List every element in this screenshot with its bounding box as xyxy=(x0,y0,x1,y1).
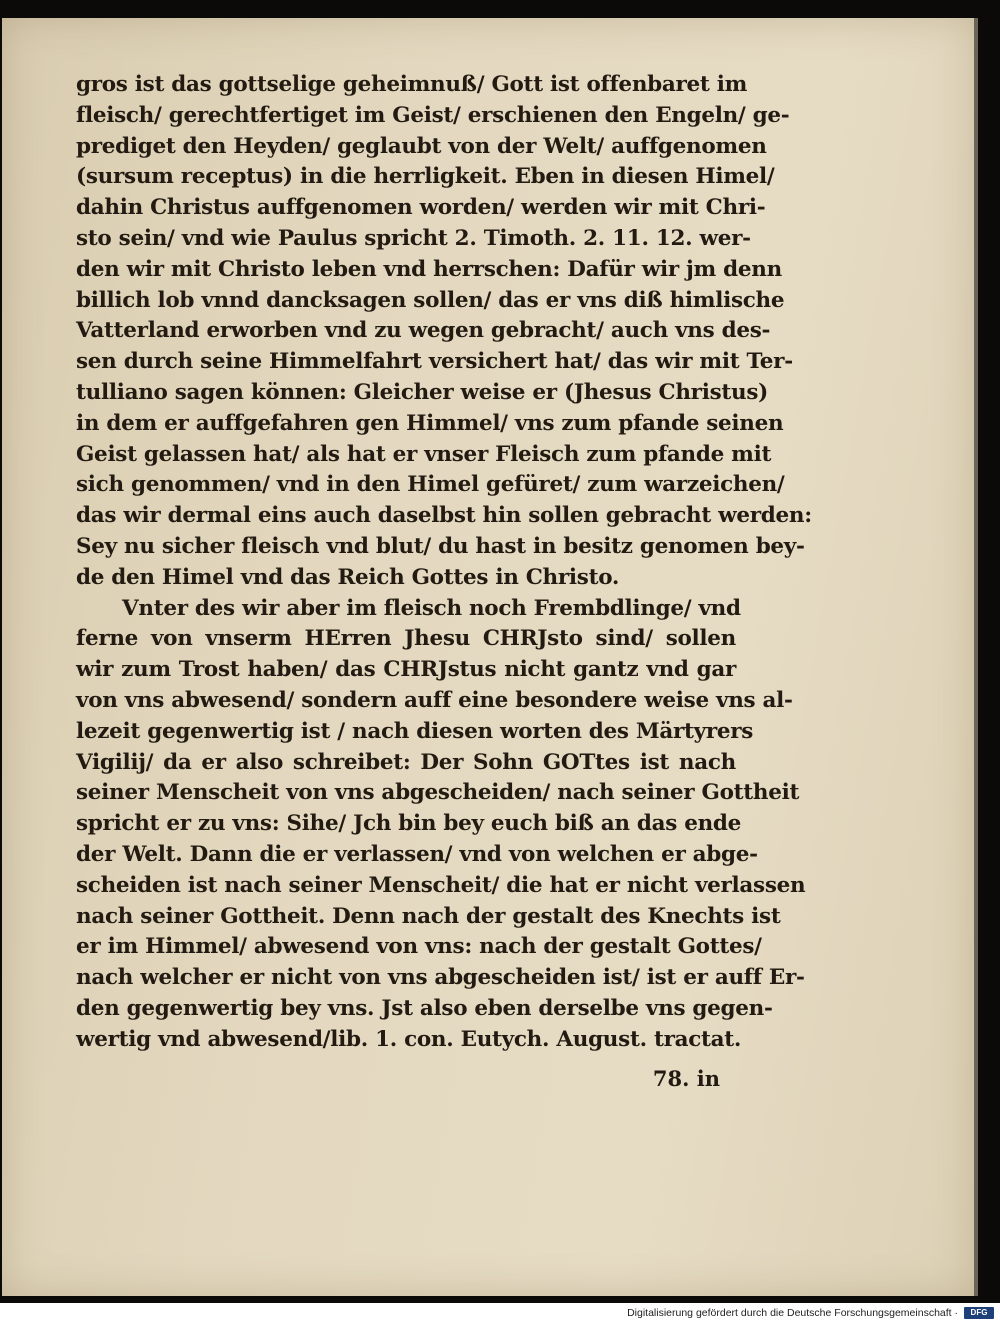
text-line: seiner Menscheit von vns abgescheiden/ nach seiner Gottheit xyxy=(76,780,800,806)
text-line: spricht er zu vns: Sihe/ Jch bin bey euch biß an das ende xyxy=(76,811,742,837)
text-line: sen durch seine Himmelfahrt versichert hat/ das wir mit Ter- xyxy=(76,349,793,375)
text-line: Vigilij/ da er also schreibet: Der Sohn GOTtes ist nach xyxy=(76,749,736,775)
text-line: das wir dermal eins auch daselbst hin sollen gebracht werden: xyxy=(76,503,812,529)
text-line: sich genommen/ vnd in den Himel gefüret/ zum warzeichen/ xyxy=(76,472,785,498)
text-line: nach seiner Gottheit. Denn nach der gestalt des Knechts ist xyxy=(76,903,781,929)
text-line: ferne von vnserm HErren Jhesu CHRJsto sind/ sollen xyxy=(76,626,736,652)
footer xyxy=(0,1303,1000,1323)
text-line: prediget den Heyden/ geglaubt von der Welt/ auffgenomen xyxy=(76,133,767,159)
text-line: den wir mit Christo leben vnd herrschen: Dafür wir jm denn xyxy=(76,256,782,282)
text-line: gros ist das gottselige geheimnuß/ Gott ist offenbaret im xyxy=(76,72,748,97)
footer-credit: Digitalisierung gefördert durch die Deutsche Forschungsgemeinschaft · xyxy=(627,1307,958,1319)
text-line: sto sein/ vnd wie Paulus spricht 2. Timoth. 2. 11. 12. wer- xyxy=(76,225,751,251)
text-line: (sursum receptus) in die herrligkeit. Eben in diesen Himel/ xyxy=(76,164,775,190)
text-line: lezeit gegenwertig ist / nach diesen worten des Märtyrers xyxy=(76,718,754,744)
text-line: er im Himmel/ abwesend von vns: nach der gestalt Gottes/ xyxy=(76,934,762,960)
text-line: fleisch/ gerechtfertiget im Geist/ erschienen den Engeln/ ge- xyxy=(76,102,790,128)
catchword: 78. in xyxy=(652,1066,720,1091)
page-text xyxy=(76,70,812,1056)
text-line: den gegenwertig bey vns. Jst also eben derselbe vns gegen- xyxy=(76,995,773,1021)
text-line: Geist gelassen hat/ als hat er vnser Fleisch zum pfande mit xyxy=(76,441,772,467)
text-line: dahin Christus auffgenomen worden/ werden wir mit Chri- xyxy=(76,195,766,221)
text-line: der Welt. Dann die er verlassen/ vnd von welchen er abge- xyxy=(76,841,758,867)
text-line: Vatterland erworben vnd zu wegen gebracht/ auch vns des- xyxy=(76,318,771,344)
text-line: Vnter des wir aber im fleisch noch Frembdlinge/ vnd xyxy=(122,595,741,621)
page-edge xyxy=(974,18,978,1296)
text-line: Sey nu sicher fleisch vnd blut/ du hast in besitz genomen bey- xyxy=(76,533,805,559)
text-line: tulliano sagen können: Gleicher weise er (Jhesus Christus) xyxy=(76,379,769,405)
text-line: nach welcher er nicht von vns abgescheiden ist/ ist er auff Er- xyxy=(76,965,805,991)
text-line: in dem er auffgefahren gen Himmel/ vns zum pfande seinen xyxy=(76,410,784,436)
text-line: wir zum Trost haben/ das CHRJstus nicht gantz vnd gar xyxy=(76,657,736,683)
text-line: wertig vnd abwesend/lib. 1. con. Eutych. August. tractat. xyxy=(76,1026,742,1052)
dfg-logo-icon: DFG xyxy=(964,1307,994,1319)
text-line: billich lob vnnd dancksagen sollen/ das er vns diß himlische xyxy=(76,287,785,313)
text-line: de den Himel vnd das Reich Gottes in Christo. xyxy=(76,564,620,590)
text-line: scheiden ist nach seiner Menscheit/ die hat er nicht verlassen xyxy=(76,872,806,898)
text-line: von vns abwesend/ sondern auff eine besondere weise vns al- xyxy=(76,687,793,713)
